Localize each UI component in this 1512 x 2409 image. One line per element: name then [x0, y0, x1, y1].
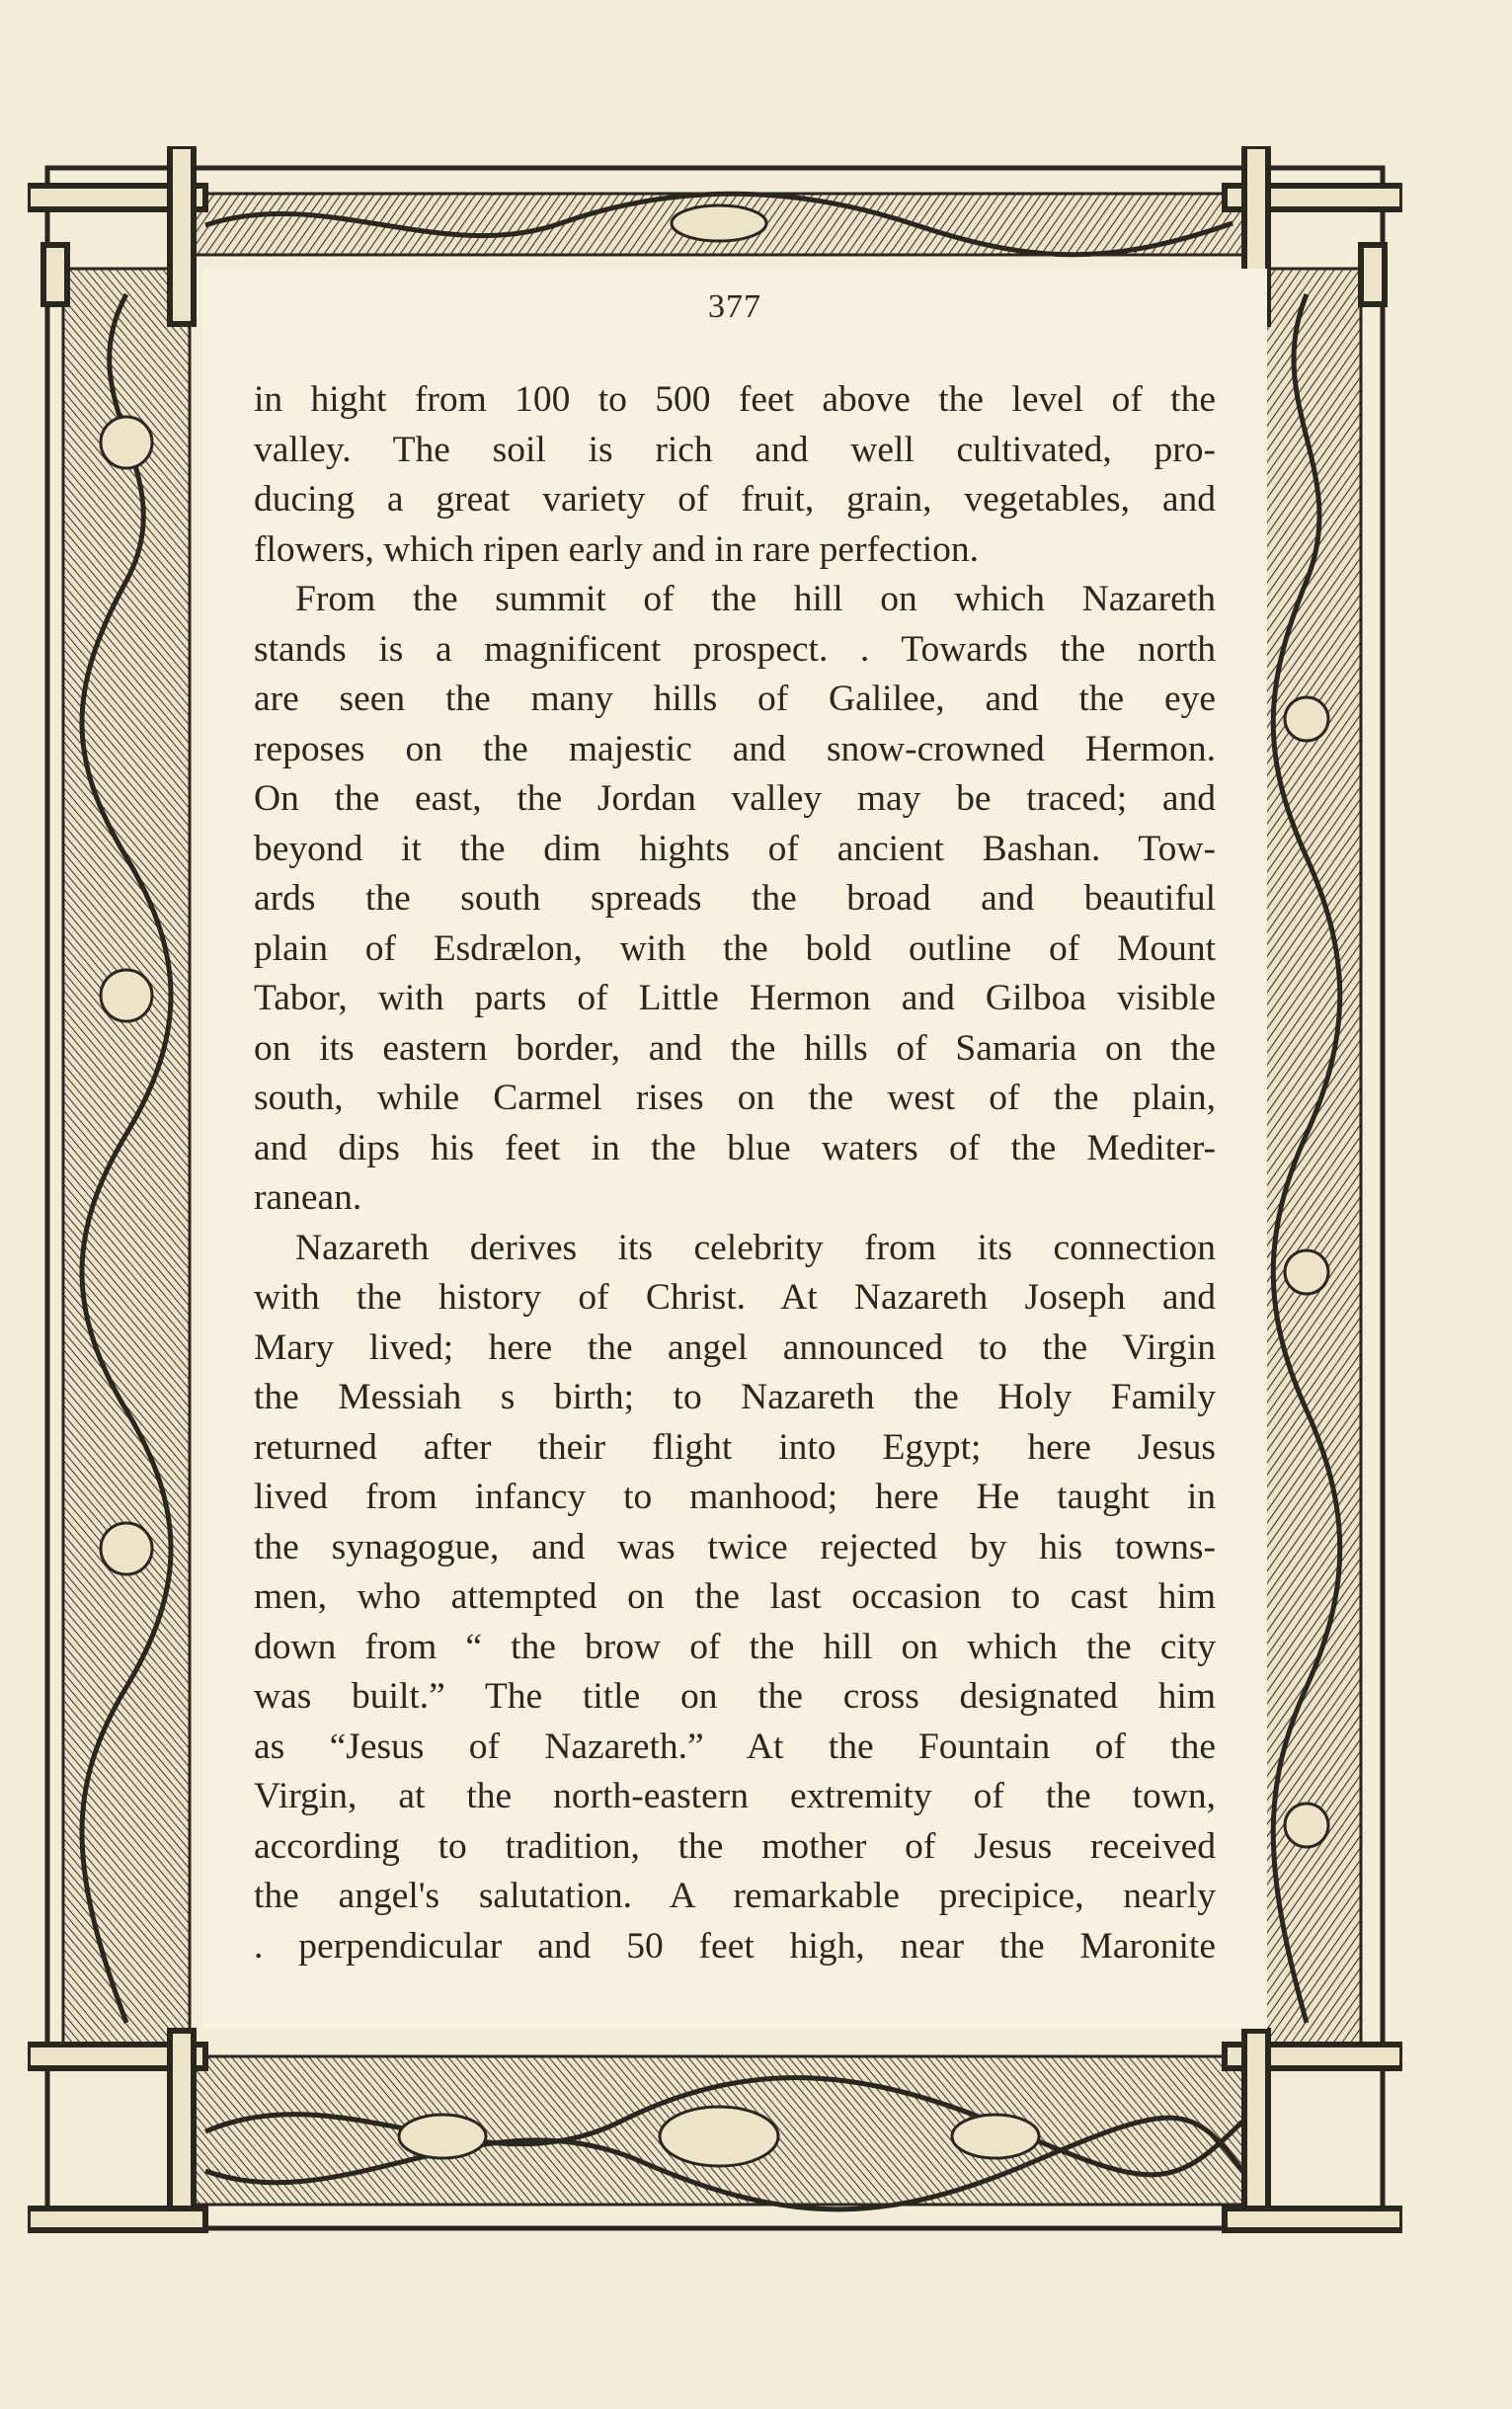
text-line: down from “ the brow of the hill on which the city: [254, 1626, 1216, 1667]
text-line: On the east, the Jordan valley may be traced; and: [254, 778, 1216, 819]
page-number: 377: [708, 288, 761, 325]
body-text: [254, 375, 1216, 1971]
text-line: the angel's salutation. A remarkable precipice, nearly: [254, 1876, 1216, 1916]
text-line: ranean.: [254, 1177, 362, 1218]
text-line: on its eastern border, and the hills of Samaria on the: [254, 1027, 1216, 1069]
text-line: the synagogue, and was twice rejected by his towns-: [254, 1526, 1216, 1567]
text-line: according to tradition, the mother of Jesus received: [254, 1825, 1216, 1867]
text-line: ards the south spreads the broad and beautiful: [254, 878, 1216, 919]
text-line: and dips his feet in the blue waters of the Mediter-: [254, 1127, 1216, 1168]
text-block: [202, 269, 1267, 2029]
text-line: Nazareth derives its celebrity from its connection: [295, 1227, 1216, 1268]
text-line: south, while Carmel rises on the west of the plain,: [254, 1078, 1216, 1118]
text-line: was built.” The title on the cross designated him: [254, 1676, 1216, 1717]
text-line: plain of Esdrælon, with the bold outline of Mount: [254, 927, 1216, 969]
text-line: reposes on the majestic and snow-crowned Hermon.: [254, 728, 1216, 769]
text-line: From the summit of the hill on which Nazareth: [295, 579, 1216, 619]
text-line: ducing a great variety of fruit, grain, vegetables, and: [254, 479, 1216, 520]
text-line: valley. The soil is rich and well cultivated, pro-: [254, 429, 1216, 470]
text-line: the Messiah s birth; to Nazareth the Holy Family: [254, 1377, 1216, 1417]
text-line: returned after their flight into Egypt; here Jesus: [254, 1426, 1216, 1468]
text-line: Tabor, with parts of Little Hermon and Gilboa visible: [254, 978, 1216, 1018]
text-line: as “Jesus of Nazareth.” At the Fountain of the: [254, 1726, 1216, 1767]
text-line: men, who attempted on the last occasion to cast him: [254, 1576, 1216, 1617]
text-line: . perpendicular and 50 feet high, near the Maronite: [254, 1925, 1216, 1967]
text-line: stands is a magnificent prospect. . Towards the north: [254, 628, 1216, 670]
text-line: with the history of Christ. At Nazareth Joseph and: [254, 1277, 1216, 1318]
text-line: lived from infancy to manhood; here He taught in: [254, 1477, 1216, 1517]
text-line: in hight from 100 to 500 feet above the level of the: [254, 379, 1216, 420]
text-line: Mary lived; here the angel announced to the Virgin: [254, 1326, 1216, 1368]
text-line: flowers, which ripen early and in rare perfection.: [254, 528, 980, 570]
text-line: beyond it the dim hights of ancient Bashan. Tow-: [254, 828, 1216, 869]
text-line: are seen the many hills of Galilee, and the eye: [254, 679, 1216, 719]
text-line: Virgin, at the north-eastern extremity of the town,: [254, 1776, 1216, 1816]
